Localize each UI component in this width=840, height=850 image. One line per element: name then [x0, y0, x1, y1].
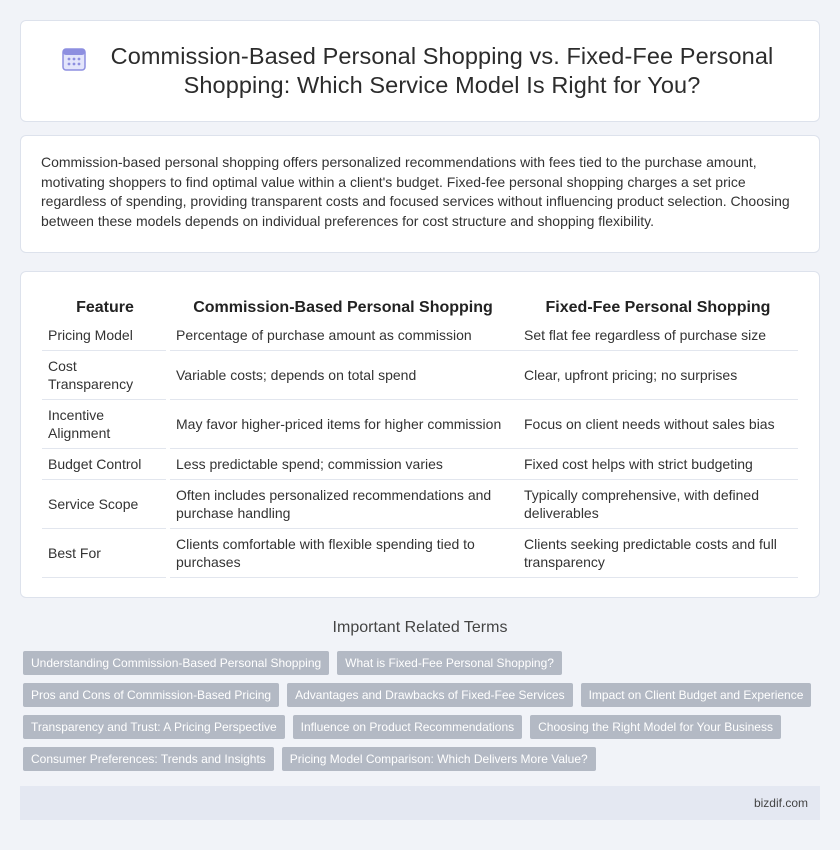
- related-term-tag[interactable]: Transparency and Trust: A Pricing Perspective: [23, 715, 285, 739]
- column-header-feature: Feature: [76, 299, 134, 316]
- feature-cell: Pricing Model: [42, 320, 168, 350]
- comparison-card: [20, 271, 820, 598]
- column-header-fixed-fee: Fixed-Fee Personal Shopping: [545, 299, 771, 316]
- related-term-tag[interactable]: What is Fixed-Fee Personal Shopping?: [337, 651, 562, 675]
- commission-cell: Percentage of purchase amount as commission: [168, 320, 518, 350]
- table-row: [42, 479, 798, 528]
- title-card: [20, 20, 820, 122]
- footer-site-link[interactable]: bizdif.com: [753, 796, 808, 810]
- table-header-row: [42, 294, 798, 320]
- commission-cell: Often includes personalized recommendations and purchase handling: [168, 479, 518, 528]
- calendar-icon: [61, 46, 87, 72]
- title-wrap: [61, 42, 779, 100]
- related-term-tag[interactable]: Choosing the Right Model for Your Business: [530, 715, 781, 739]
- related-term-tag[interactable]: Pricing Model Comparison: Which Delivers More Value?: [282, 747, 596, 771]
- feature-cell: Service Scope: [42, 479, 168, 528]
- related-term-tag[interactable]: Understanding Commission-Based Personal Shopping: [23, 651, 329, 675]
- table-row: [42, 448, 798, 479]
- related-term-tag[interactable]: Pros and Cons of Commission-Based Pricing: [23, 683, 279, 707]
- feature-cell: Budget Control: [42, 448, 168, 479]
- table-row: [42, 528, 798, 577]
- commission-cell: May favor higher-priced items for higher commission: [168, 399, 518, 448]
- page-title: Commission-Based Personal Shopping vs. Fixed-Fee Personal Shopping: Which Service Model Is Right for You?: [110, 43, 774, 98]
- comparison-table: [42, 294, 798, 578]
- summary-text: Commission-based personal shopping offers personalized recommendations with fees tied to the purchase amount, motivating shoppers to find optimal value within a client's budget. Fixed-fee personal shopping charges a set price regardless of spending, providing transparent costs and focused services without influencing product selection. Choosing between these models depends on individual preferences for cost structure and shopping flexibility.: [41, 154, 790, 229]
- fixed-fee-cell: Focus on client needs without sales bias: [518, 399, 798, 448]
- fixed-fee-cell: Clear, upfront pricing; no surprises: [518, 350, 798, 399]
- related-term-tag[interactable]: Consumer Preferences: Trends and Insights: [23, 747, 274, 771]
- summary-card: [20, 135, 820, 253]
- column-header-commission: Commission-Based Personal Shopping: [193, 299, 493, 316]
- feature-cell: Cost Transparency: [42, 350, 168, 399]
- commission-cell: Less predictable spend; commission varies: [168, 448, 518, 479]
- related-term-tag[interactable]: Advantages and Drawbacks of Fixed-Fee Services: [287, 683, 572, 707]
- feature-cell: Best For: [42, 528, 168, 577]
- table-row: [42, 350, 798, 399]
- commission-cell: Clients comfortable with flexible spending tied to purchases: [168, 528, 518, 577]
- related-term-tag[interactable]: Impact on Client Budget and Experience: [581, 683, 812, 707]
- table-row: [42, 399, 798, 448]
- fixed-fee-cell: Clients seeking predictable costs and full transparency: [518, 528, 798, 577]
- fixed-fee-cell: Fixed cost helps with strict budgeting: [518, 448, 798, 479]
- table-row: [42, 320, 798, 350]
- footer: [20, 786, 820, 820]
- fixed-fee-cell: Typically comprehensive, with defined deliverables: [518, 479, 798, 528]
- related-terms-heading: Important Related Terms: [332, 619, 508, 636]
- fixed-fee-cell: Set flat fee regardless of purchase size: [518, 320, 798, 350]
- related-terms-list: [23, 651, 820, 771]
- commission-cell: Variable costs; depends on total spend: [168, 350, 518, 399]
- related-term-tag[interactable]: Influence on Product Recommendations: [293, 715, 522, 739]
- feature-cell: Incentive Alignment: [42, 399, 168, 448]
